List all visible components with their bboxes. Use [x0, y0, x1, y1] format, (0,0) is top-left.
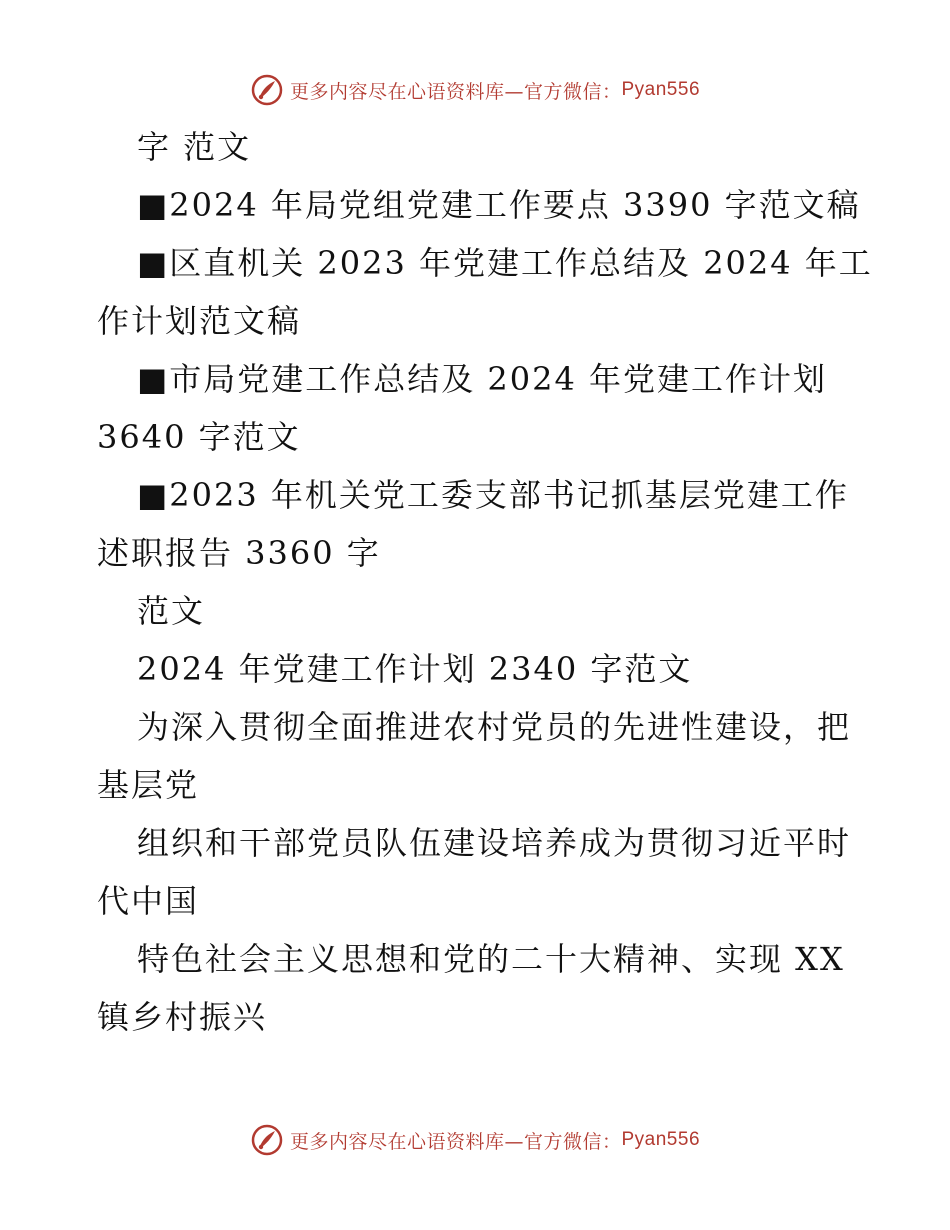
text-line: ■2023 年机关党工委支部书记抓基层党建工作	[137, 476, 849, 514]
text-line: ■区直机关 2023 年党建工作总结及 2024 年工	[137, 244, 873, 282]
header-watermark	[0, 70, 950, 110]
text-line: 2024 年党建工作计划 2340 字范文	[137, 650, 693, 688]
brush-logo-icon	[250, 73, 284, 107]
text-line: 组织和干部党员队伍建设培养成为贯彻习近平时	[137, 824, 852, 862]
text-line: 述职报告 3360 字	[97, 534, 381, 572]
text-line: 镇乡村振兴	[97, 998, 268, 1036]
watermark-account: Pyan556	[621, 79, 701, 100]
footer-watermark	[0, 1120, 950, 1160]
watermark-text: 更多内容尽在心语资料库—官方微信：	[289, 80, 622, 103]
text-line: 基层党	[97, 766, 200, 804]
text-line: 3640 字范文	[97, 418, 301, 456]
text-line: 为深入贯彻全面推进农村党员的先进性建设，把	[137, 708, 852, 746]
text-line: 特色社会主义思想和党的二十大精神、实现 XX	[137, 940, 845, 978]
text-line: ■市局党建工作总结及 2024 年党建工作计划	[137, 360, 828, 398]
brush-logo-icon	[250, 1123, 284, 1157]
text-line: 范文	[137, 592, 206, 630]
text-line: 代中国	[97, 882, 200, 920]
text-line: 字 范文	[137, 128, 252, 166]
text-line: ■2024 年局党组党建工作要点 3390 字范文稿	[137, 186, 861, 224]
text-line: 作计划范文稿	[97, 302, 302, 340]
watermark-text: 更多内容尽在心语资料库—官方微信：	[289, 1130, 622, 1153]
watermark-account: Pyan556	[621, 1129, 701, 1150]
document-body	[97, 118, 873, 1046]
